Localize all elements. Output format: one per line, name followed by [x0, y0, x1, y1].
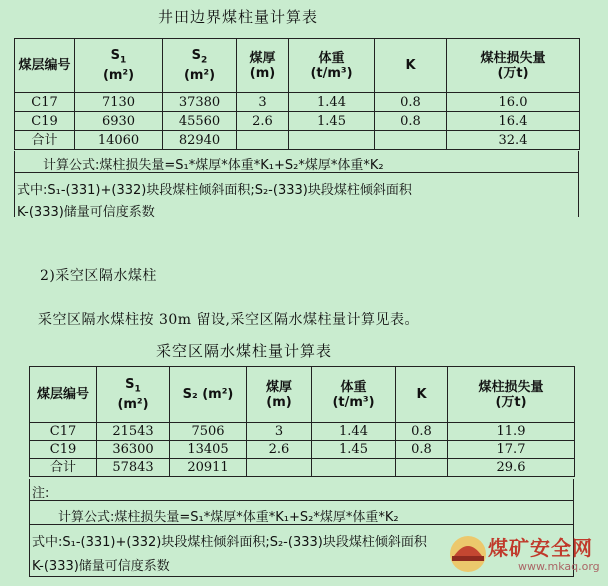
table1-title: 井田边界煤柱量计算表: [158, 8, 319, 26]
cell-id: C19: [15, 112, 75, 131]
col-header-coal-seam: 煤层编号: [30, 367, 97, 423]
cell-id: 合计: [30, 459, 97, 477]
col-header-thickness: 煤厚 (m): [237, 39, 289, 93]
mine-helmet-icon: [446, 532, 490, 576]
table2-k-note: K-(333)储量可信度系数: [32, 559, 170, 574]
cell-s2: 13405: [170, 441, 247, 459]
cell-s1: 7130: [75, 93, 163, 112]
table1-header-row: [15, 39, 580, 93]
cell-k: 0.8: [375, 112, 447, 131]
cell-loss: 11.9: [448, 423, 575, 441]
col-header-k: K: [396, 367, 448, 423]
col-header-loss: 煤柱损失量 (万t): [447, 39, 580, 93]
cell-k: 0.8: [375, 93, 447, 112]
table-row: [30, 441, 575, 459]
table2-note-label: 注:: [32, 486, 50, 501]
col-header-coal-seam: 煤层编号: [15, 39, 75, 93]
table2-title: 采空区隔水煤柱量计算表: [156, 342, 333, 360]
cell-loss: 32.4: [447, 131, 580, 150]
cell-k: [396, 459, 448, 477]
cell-s2: 7506: [170, 423, 247, 441]
table-row: [15, 112, 580, 131]
table1-explain-box: [14, 173, 579, 220]
col-header-loss: 煤柱损失量 (万t): [448, 367, 575, 423]
table-row: [30, 423, 575, 441]
cell-k: 0.8: [396, 441, 448, 459]
table1: [14, 38, 580, 150]
watermark-logo: [444, 526, 604, 582]
cell-weight: 1.45: [289, 112, 375, 131]
cell-s2: 20911: [170, 459, 247, 477]
cell-thickness: 2.6: [247, 441, 312, 459]
col-header-s1: $S_1$ (m²): [97, 367, 170, 423]
cell-loss: 29.6: [448, 459, 575, 477]
cell-id: C19: [30, 441, 97, 459]
table2-note-label-row: [29, 479, 574, 501]
cell-loss: 17.7: [448, 441, 575, 459]
col-header-s2: S₂ (m²): [170, 367, 247, 423]
cell-thickness: [247, 459, 312, 477]
cell-s2: 82940: [163, 131, 237, 150]
cell-id: C17: [15, 93, 75, 112]
table2: [29, 366, 575, 477]
cell-s1: 36300: [97, 441, 170, 459]
cell-id: C17: [30, 423, 97, 441]
col-header-s1: $S_1$ (m²): [75, 39, 163, 93]
table1-explain: 式中:S₁-(331)+(332)块段煤柱倾斜面积;S₂-(333)块段煤柱倾斜面积: [17, 183, 412, 198]
cell-k: 0.8: [396, 423, 448, 441]
cell-s1: 14060: [75, 131, 163, 150]
table-row: [15, 93, 580, 112]
section-paragraph: 采空区隔水煤柱按 30m 留设,采空区隔水煤柱量计算见表。: [38, 312, 419, 328]
cell-thickness: 3: [247, 423, 312, 441]
table1-formula-row: [14, 151, 579, 173]
cell-loss: 16.0: [447, 93, 580, 112]
col-header-thickness: 煤厚 (m): [247, 367, 312, 423]
cell-thickness: 3: [237, 93, 289, 112]
table-row-total: [15, 131, 580, 150]
cell-s2: 37380: [163, 93, 237, 112]
cell-weight: 1.44: [289, 93, 375, 112]
col-header-s2: $S_2$ (m²): [163, 39, 237, 93]
cell-thickness: 2.6: [237, 112, 289, 131]
cell-s1: 6930: [75, 112, 163, 131]
cell-s1: 57843: [97, 459, 170, 477]
cell-id: 合计: [15, 131, 75, 150]
table2-formula-row: [29, 501, 574, 525]
cell-thickness: [237, 131, 289, 150]
table2-formula: 计算公式:煤柱损失量=S₁*煤厚*体重*K₁+S₂*煤厚*体重*K₂: [58, 510, 399, 525]
col-header-k: K: [375, 39, 447, 93]
cell-s2: 45560: [163, 112, 237, 131]
watermark-name: 煤矿安全网: [488, 536, 593, 560]
table1-formula: 计算公式:煤柱损失量=S₁*煤厚*体重*K₁+S₂*煤厚*体重*K₂: [43, 158, 384, 173]
cell-s1: 21543: [97, 423, 170, 441]
col-header-weight: 体重 (t/m³): [289, 39, 375, 93]
table2-header-row: [30, 367, 575, 423]
table-row-total: [30, 459, 575, 477]
section-heading: 2)采空区隔水煤柱: [40, 268, 157, 284]
cell-loss: 16.4: [447, 112, 580, 131]
cell-k: [375, 131, 447, 150]
table1-k-note: K-(333)储量可信度系数: [17, 205, 155, 220]
table2-explain: 式中:S₁-(331)+(332)块段煤柱倾斜面积;S₂-(333)块段煤柱倾斜面积: [32, 535, 427, 550]
cell-weight: 1.45: [312, 441, 396, 459]
cell-weight: [289, 131, 375, 150]
watermark-url: www.mkaq.org: [518, 560, 600, 573]
cell-weight: 1.44: [312, 423, 396, 441]
col-header-weight: 体重 (t/m³): [312, 367, 396, 423]
cell-weight: [312, 459, 396, 477]
